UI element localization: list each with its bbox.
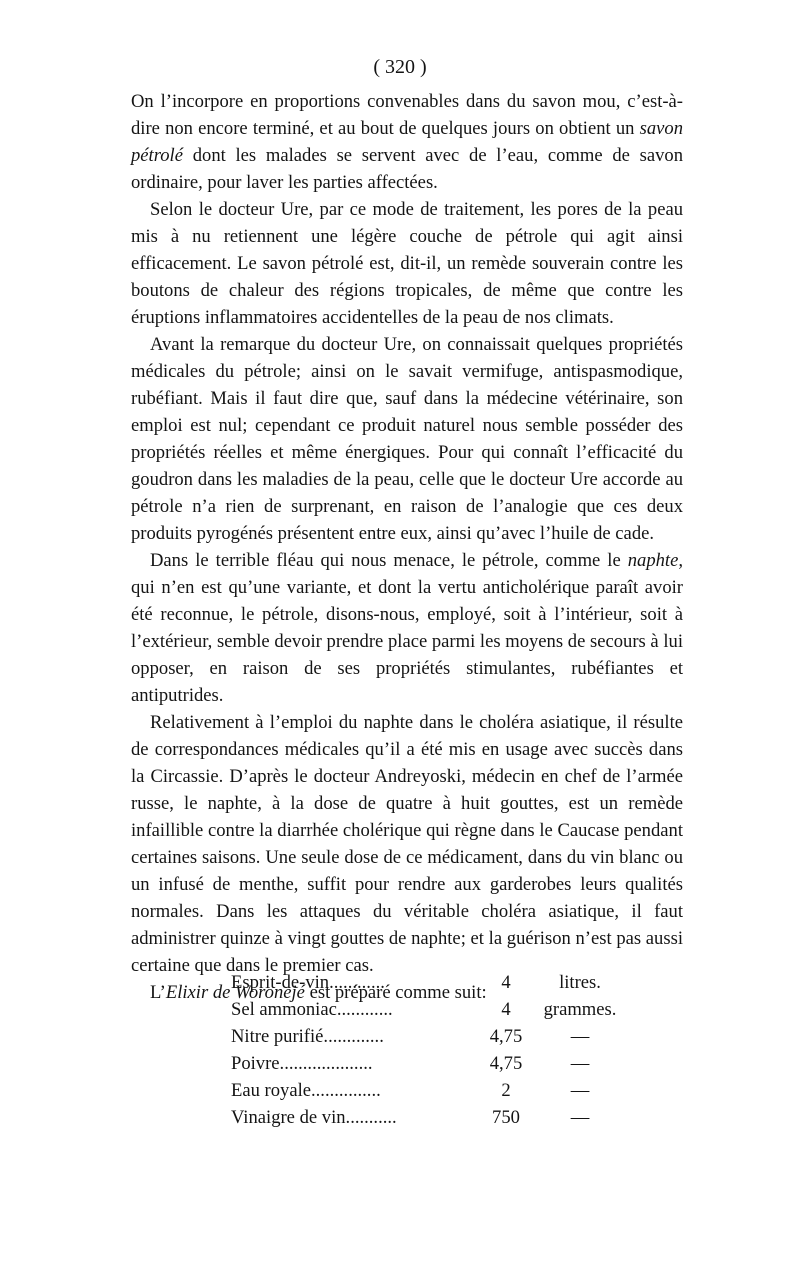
paragraph-fleau: Dans le terrible fléau qui nous menace, le pétrole, comme le naphte, qui n’en est qu’une variante, et dont la vertu anticholérique paraît avoir été reconnue, le pétrole, disons-nous, employé, soit à l’intérieur, soit à l’extérieur, semble devoir prendre place parmi les moyens de secours à lui opposer, en raison de ses propriétés stimulantes, rubéfiantes et antiputrides. [131,550,683,706]
recipe-ingredient: Poivre.................... [231,1053,373,1074]
italic-term: Elixir de Woronejé [165,982,305,1003]
recipe-row [0,1050,800,1077]
recipe-quantity: 750 [492,1107,520,1128]
recipe-quantity: 4 [501,972,511,993]
paragraph-cholera-asiatique: Relativement à l’emploi du naphte dans le choléra asiatique, il résulte de correspondances médicales qu’il a été mis en usage avec succès dans la Circassie. D’après le docteur Andreyoski, médecin en chef de l’armée russe, le naphte, à la dose de quatre à huit gouttes, est un remède infaillible contre la diarrhée cholérique qui règne dans le Caucase pendant certaines saisons. Une seule dose de ce médicament, dans du vin blanc ou un infusé de menthe, suffit pour rendre aux garderobes leurs qualités normales. Dans les attaques du véritable choléra asiatique, il faut administrer quinze à vingt gouttes de naphte; et la guérison n’est pas aussi certaine que dans le premier cas. [131,712,683,976]
recipe-row [0,1023,800,1050]
recipe-row [0,996,800,1023]
recipe-ingredient: Vinaigre de vin........... [231,1107,397,1128]
paragraph-savon-petrole: On l’incorpore en proportions convenables dans du savon mou, c’est-à-dire non encore terminé, et au bout de quelques jours on obtient un savon pétrolé dont les malades se servent avec de l’eau, comme de savon ordinaire, pour laver les parties affectées. [131,91,683,193]
paragraph-proprietes-medicales: Avant la remarque du docteur Ure, on connaissait quelques propriétés médicales du pétrole; ainsi on le savait vermifuge, antispasmodique, rubéfiant. Mais il faut dire que, sauf dans la médecine vétérinaire, son emploi est nul; cependant ce produit naturel nous semble posséder des propriétés réelles et même énergiques. Pour qui connaît l’efficacité du goudron dans les maladies de la peau, celle que le docteur Ure accorde au pétrole n’a rien de surprenant, en raison de l’analogie que ces deux produits pyrogénés présentent entre eux, ainsi qu’avec l’huile de cade. [131,334,683,544]
paragraph-elixir-intro: L’Elixir de Woronejé est préparé comme suit: [150,982,487,1003]
recipe-quantity: 4,75 [489,1053,523,1074]
recipe-row [0,969,800,996]
recipe-unit: — [570,1053,590,1074]
italic-term: naphte, [627,550,683,571]
recipe-quantity: 4 [501,999,511,1020]
recipe-row [0,1104,800,1131]
recipe-quantity: 4,75 [489,1026,523,1047]
body-text [131,88,683,1006]
recipe-ingredient: Esprit-de-vin............ [231,972,385,993]
recipe-unit: litres. [559,972,601,993]
italic-term: savon pétrolé [131,118,683,166]
recipe-ingredient: Nitre purifié............. [231,1026,384,1047]
page-number: ( 320 ) [373,56,427,78]
recipe-row [0,1077,800,1104]
recipe-unit: — [570,1080,590,1101]
recipe-ingredient: Eau royale............... [231,1080,381,1101]
recipe-unit: — [570,1107,590,1128]
recipe-unit: — [570,1026,590,1047]
recipe-unit: grammes. [543,999,617,1020]
paragraph-docteur-ure: Selon le docteur Ure, par ce mode de traitement, les pores de la peau mis à nu retiennent une légère couche de pétrole qui agit ainsi efficacement. Le savon pétrolé est, dit-il, un remède souverain contre les boutons de chaleur des régions tropicales, de même que contre les éruptions inflammatoires accidentelles de la peau de nos climats. [131,199,683,328]
recipe-quantity: 2 [501,1080,511,1101]
recipe-ingredient: Sel ammoniac............ [231,999,393,1020]
recipe-list [0,969,800,1131]
